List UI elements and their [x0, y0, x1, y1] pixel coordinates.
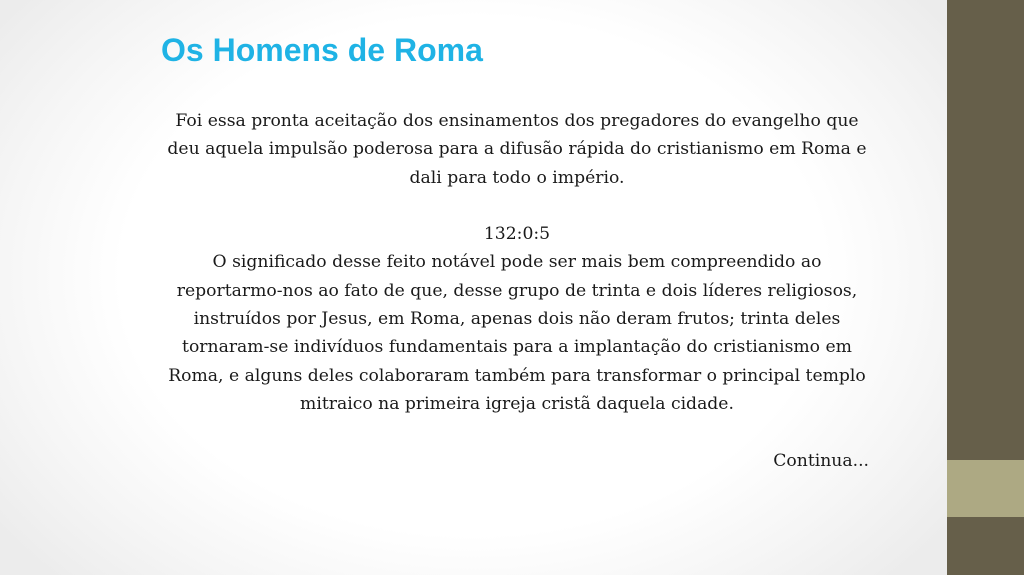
slide-title: Os Homens de Roma — [161, 32, 483, 68]
decorative-sidebar — [947, 0, 1024, 575]
paragraph-spacer — [163, 418, 871, 446]
continue-label: Continua... — [773, 450, 869, 471]
sidebar-accent-block — [947, 460, 1024, 517]
slide-body — [163, 107, 871, 475]
paragraph-spacer — [163, 192, 871, 220]
body-paragraph-1: Foi essa pronta aceitação dos ensinamentos dos pregadores do evangelho que deu aquela impulsão poderosa para a difusão rápida do cristianismo em Roma e dali para todo o império. — [167, 111, 867, 188]
body-paragraph-2: O significado desse feito notável pode ser mais bem compreendido ao reportarmo-nos ao fato de que, desse grupo de trinta e dois líderes religiosos, instruídos por Jesus, em Roma, apenas dois não deram frutos; trinta deles tornaram-se indivíduos fundamentais para a implantação do cristianismo em Roma, e alguns deles colaboraram também para transformar o principal templo mitraico na primeira igreja cristã daquela cidade. — [168, 252, 866, 414]
reference-number: 132:0:5 — [483, 224, 551, 245]
